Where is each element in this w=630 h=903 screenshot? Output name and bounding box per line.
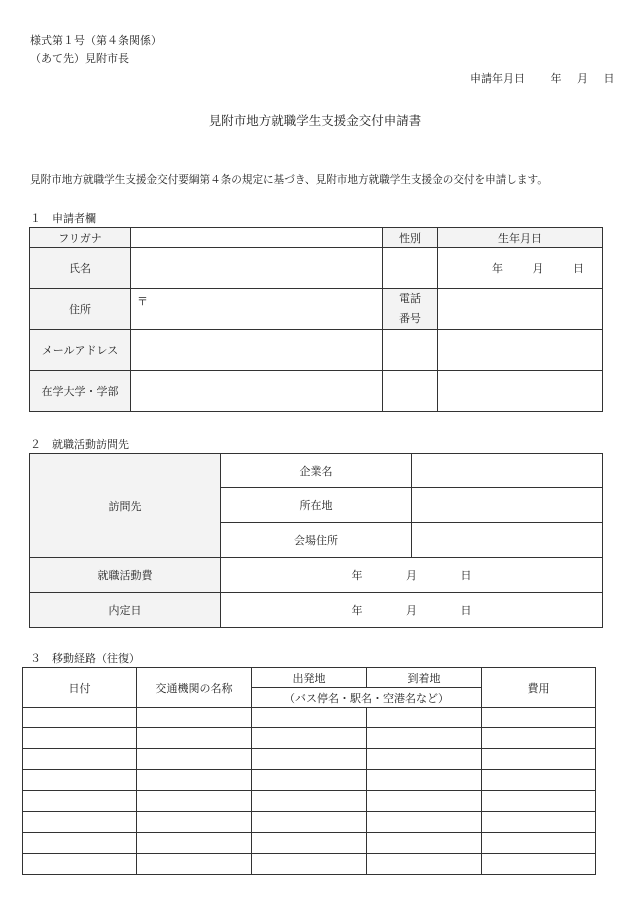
- cost-cell[interactable]: [482, 791, 596, 812]
- arrival-cell[interactable]: [367, 728, 482, 749]
- applicant-table: [29, 227, 603, 412]
- email-field[interactable]: [131, 330, 383, 371]
- name-field[interactable]: [131, 248, 383, 289]
- birth-day: 日: [573, 262, 584, 275]
- arrival-cell[interactable]: [367, 770, 482, 791]
- offer-day: 日: [460, 604, 472, 617]
- visit-dest-label: 訪問先: [30, 454, 221, 558]
- expense-field[interactable]: [221, 558, 603, 593]
- furigana-label: フリガナ: [30, 228, 131, 248]
- cost-header: 費用: [482, 668, 596, 708]
- transport-cell[interactable]: [137, 749, 252, 770]
- route-table: [22, 667, 596, 875]
- cost-cell[interactable]: [482, 770, 596, 791]
- birthdate-field[interactable]: [438, 248, 603, 289]
- date-cell[interactable]: [23, 833, 137, 854]
- table-row: [23, 749, 596, 770]
- phone-label-line2: 番号: [399, 312, 421, 325]
- date-cell[interactable]: [23, 812, 137, 833]
- cost-cell[interactable]: [482, 708, 596, 728]
- form-number: 様式第１号（第４条関係）: [30, 34, 162, 47]
- birth-month: 月: [532, 262, 544, 275]
- postal-mark: 〒: [137, 295, 148, 308]
- company-field[interactable]: [412, 454, 603, 488]
- table-row: [23, 812, 596, 833]
- email-extra-field-2[interactable]: [438, 330, 603, 371]
- offer-date-field[interactable]: [221, 593, 603, 628]
- table-row: [23, 708, 596, 728]
- expense-month: 月: [406, 569, 417, 582]
- table-row: [23, 791, 596, 812]
- application-date: [470, 70, 615, 86]
- birth-year: 年: [492, 262, 503, 275]
- offer-month: 月: [406, 604, 417, 617]
- date-cell[interactable]: [23, 749, 137, 770]
- email-extra-field-1[interactable]: [383, 330, 438, 371]
- year-label: 年: [550, 72, 562, 85]
- phone-label-line1: 電話: [399, 292, 421, 305]
- visit-table: [29, 453, 603, 628]
- transport-cell[interactable]: [137, 854, 252, 875]
- departure-header: 出発地: [252, 668, 367, 688]
- furigana-field[interactable]: [131, 228, 383, 248]
- departure-cell[interactable]: [252, 812, 367, 833]
- phone-label: [383, 289, 438, 330]
- arrival-cell[interactable]: [367, 749, 482, 770]
- school-label: 在学大学・学部: [30, 371, 131, 412]
- expense-day: 日: [460, 569, 472, 582]
- page-title: 見附市地方就職学生支援金交付申請書: [208, 113, 422, 128]
- date-cell[interactable]: [23, 770, 137, 791]
- school-extra-field-2[interactable]: [438, 371, 603, 412]
- location-label: 所在地: [221, 488, 412, 523]
- departure-cell[interactable]: [252, 854, 367, 875]
- cost-cell[interactable]: [482, 728, 596, 749]
- table-row: [23, 728, 596, 749]
- gender-label: 性別: [383, 228, 438, 248]
- phone-field[interactable]: [438, 289, 603, 330]
- address-field[interactable]: [131, 289, 383, 330]
- school-extra-field-1[interactable]: [383, 371, 438, 412]
- arrival-cell[interactable]: [367, 854, 482, 875]
- email-label: メールアドレス: [30, 330, 131, 371]
- date-header: 日付: [23, 668, 137, 708]
- arrival-cell[interactable]: [367, 791, 482, 812]
- transport-cell[interactable]: [137, 770, 252, 791]
- transport-cell[interactable]: [137, 833, 252, 854]
- section3-heading: ３ 移動経路（往復）: [30, 652, 140, 665]
- transport-cell[interactable]: [137, 812, 252, 833]
- arrival-header: 到着地: [367, 668, 482, 688]
- address-label: 住所: [30, 289, 131, 330]
- departure-cell[interactable]: [252, 749, 367, 770]
- date-cell[interactable]: [23, 728, 137, 749]
- offer-date-label: 内定日: [30, 593, 221, 628]
- section2-heading: ２ 就職活動訪問先: [30, 438, 129, 451]
- table-row: [23, 833, 596, 854]
- departure-cell[interactable]: [252, 728, 367, 749]
- table-row: [23, 854, 596, 875]
- application-date-label: 申請年月日: [470, 72, 525, 85]
- transport-cell[interactable]: [137, 708, 252, 728]
- expense-label: 就職活動費: [30, 558, 221, 593]
- departure-cell[interactable]: [252, 833, 367, 854]
- venue-field[interactable]: [412, 523, 603, 558]
- cost-cell[interactable]: [482, 854, 596, 875]
- date-cell[interactable]: [23, 791, 137, 812]
- location-field[interactable]: [412, 488, 603, 523]
- date-cell[interactable]: [23, 854, 137, 875]
- offer-year: 年: [351, 604, 363, 617]
- name-label: 氏名: [30, 248, 131, 289]
- cost-cell[interactable]: [482, 749, 596, 770]
- venue-label: 会場住所: [221, 523, 412, 558]
- table-row: [23, 770, 596, 791]
- section1-heading: １ 申請者欄: [30, 212, 96, 225]
- arrival-cell[interactable]: [367, 833, 482, 854]
- birthdate-label: 生年月日: [438, 228, 603, 248]
- school-field[interactable]: [131, 371, 383, 412]
- addressee: （あて先）見附市長: [30, 52, 129, 65]
- departure-cell[interactable]: [252, 770, 367, 791]
- expense-year: 年: [351, 569, 363, 582]
- intro-text: 見附市地方就職学生支援金交付要綱第４条の規定に基づき、見附市地方就職学生支援金の交付を申請します。: [30, 174, 548, 186]
- transport-cell[interactable]: [137, 728, 252, 749]
- day-label: 日: [603, 72, 615, 85]
- gender-field[interactable]: [383, 248, 438, 289]
- transport-cell[interactable]: [137, 791, 252, 812]
- cost-cell[interactable]: [482, 812, 596, 833]
- date-cell[interactable]: [23, 708, 137, 728]
- month-label: 月: [577, 72, 588, 85]
- arrival-cell[interactable]: [367, 708, 482, 728]
- departure-cell[interactable]: [252, 791, 367, 812]
- arrival-cell[interactable]: [367, 812, 482, 833]
- place-note: （バス停名・駅名・空港名など）: [252, 688, 482, 708]
- cost-cell[interactable]: [482, 833, 596, 854]
- transport-header: 交通機関の名称: [137, 668, 252, 708]
- company-label: 企業名: [221, 454, 412, 488]
- departure-cell[interactable]: [252, 708, 367, 728]
